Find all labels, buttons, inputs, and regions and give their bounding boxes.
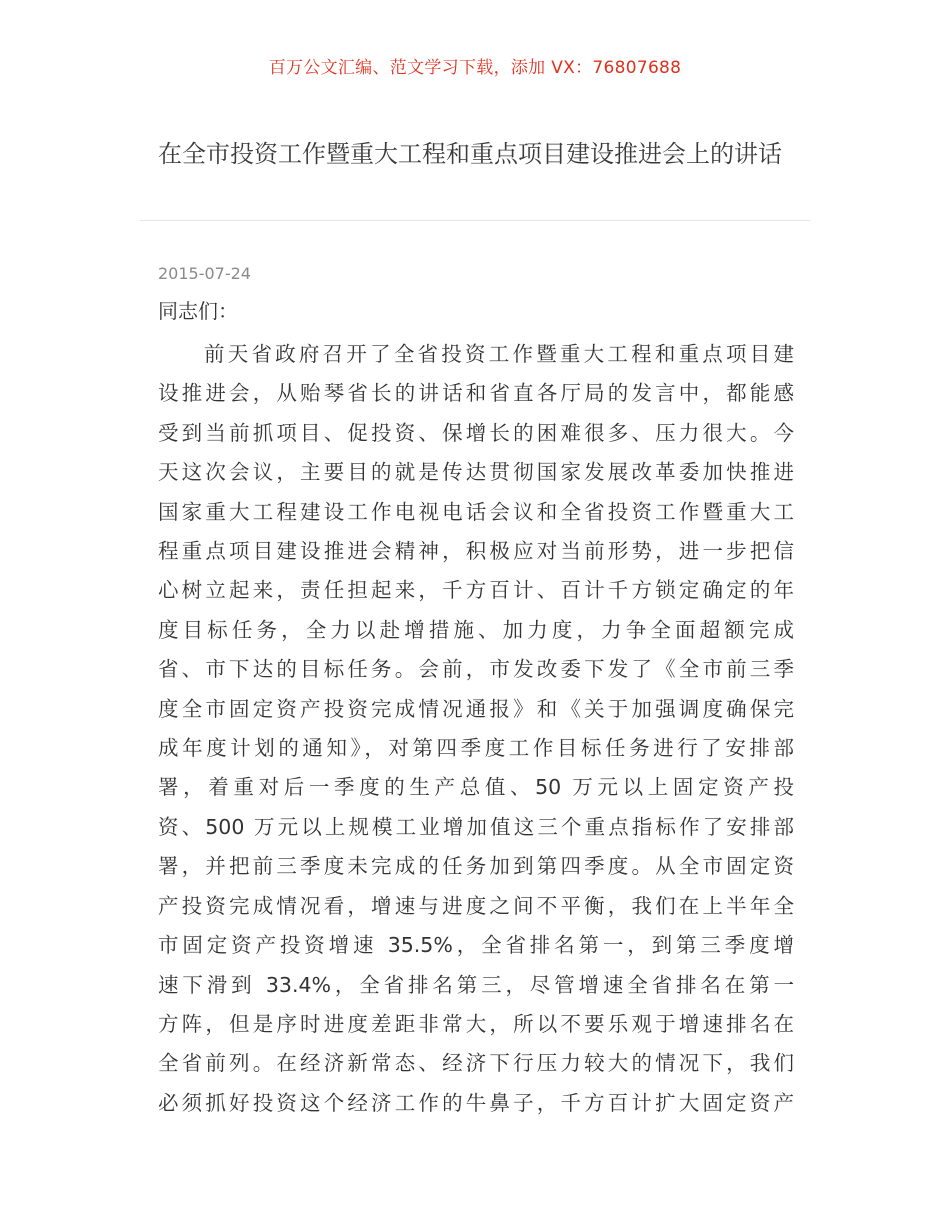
- watermark-banner: 百万公文汇编、范文学习下载，添加 VX：76807688: [268, 58, 682, 78]
- body-line: 市固定资产投资增速 35.5%，全省排名第一，到第三季度增: [158, 933, 794, 958]
- body-line: 成年度计划的通知》，对第四季度工作目标任务进行了安排部: [158, 736, 794, 761]
- greeting: 同志们：: [158, 299, 238, 323]
- body-line: 程重点项目建设推进会精神，积极应对当前形势，进一步把信: [158, 539, 794, 564]
- publish-date: 2015-07-24: [158, 264, 251, 283]
- article-body: [158, 335, 794, 1123]
- body-line: 受到当前抓项目、促投资、保增长的困难很多、压力很大。今: [158, 420, 794, 445]
- title-divider: [140, 220, 810, 221]
- body-line: 省、市下达的目标任务。会前，市发改委下发了《全市前三季: [158, 657, 794, 682]
- body-line: 设推进会，从贻琴省长的讲话和省直各厅局的发言中，都能感: [158, 381, 794, 406]
- body-line: 署，着重对后一季度的生产总值、50 万元以上固定资产投: [158, 775, 794, 800]
- body-line: 国家重大工程建设工作电视电话会议和全省投资工作暨重大工: [158, 499, 794, 524]
- body-line: 天这次会议，主要目的就是传达贯彻国家发展改革委加快推进: [158, 460, 794, 485]
- body-line: 速下滑到 33.4%，全省排名第三，尽管增速全省排名在第一: [158, 972, 794, 997]
- body-line: 全省前列。在经济新常态、经济下行压力较大的情况下，我们: [158, 1051, 794, 1076]
- body-line: 度目标任务，全力以赴增措施、加力度，力争全面超额完成: [158, 617, 794, 642]
- body-line: 必须抓好投资这个经济工作的牛鼻子，千方百计扩大固定资产: [158, 1090, 794, 1115]
- article-title: 在全市投资工作暨重大工程和重点项目建设推进会上的讲话: [158, 140, 782, 168]
- body-line: 心树立起来，责任担起来，千方百计、百计千方锁定确定的年: [158, 578, 794, 603]
- body-line: 资、500 万元以上规模工业增加值这三个重点指标作了安排部: [158, 814, 794, 839]
- body-line: 前天省政府召开了全省投资工作暨重大工程和重点项目建: [204, 342, 794, 366]
- body-line: 署，并把前三季度未完成的任务加到第四季度。从全市固定资: [158, 854, 794, 879]
- body-line: 方阵，但是序时进度差距非常大，所以不要乐观于增速排名在: [158, 1011, 794, 1036]
- body-line: 度全市固定资产投资完成情况通报》和《关于加强调度确保完: [158, 696, 794, 721]
- body-line: 产投资完成情况看，增速与进度之间不平衡，我们在上半年全: [158, 893, 794, 918]
